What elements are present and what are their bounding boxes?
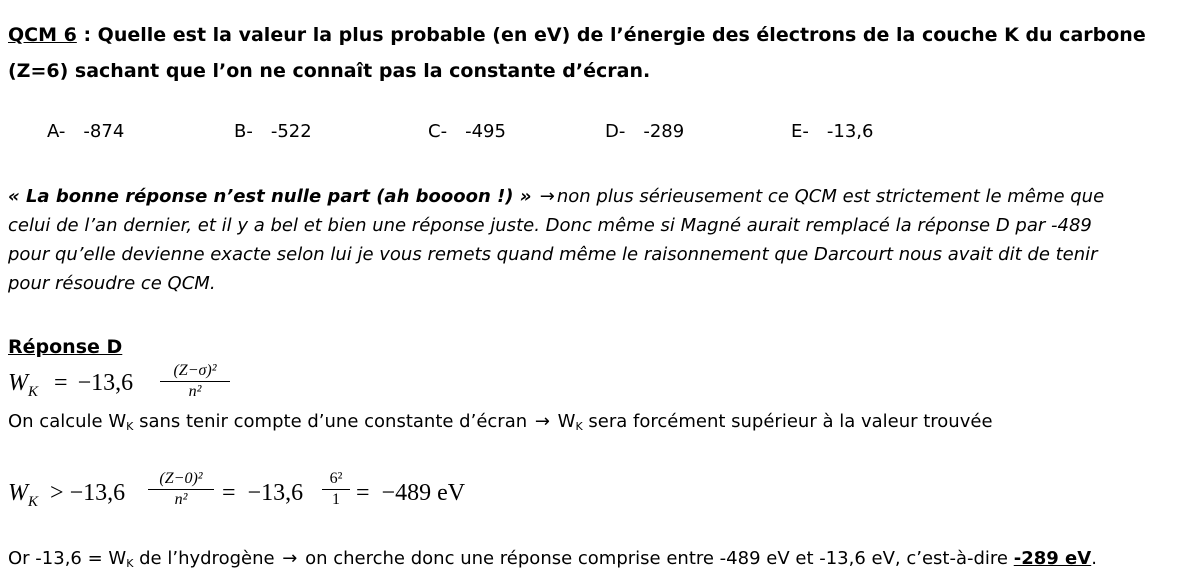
calc-sub: K	[126, 420, 134, 433]
formula-2-sub: K	[28, 493, 39, 510]
choice-letter: C-	[428, 121, 448, 142]
final-end: .	[1091, 548, 1097, 569]
formula-2-coef-1: −13,6	[69, 480, 126, 506]
formula-2-lhs	[8, 480, 125, 511]
question-label: QCM 6	[8, 24, 77, 46]
formula-1-fraction	[160, 362, 230, 401]
formula-1	[8, 370, 133, 401]
choice-value: -874	[83, 121, 125, 142]
formula-2-coef-2: −13,6	[247, 480, 304, 506]
fraction-bar	[148, 489, 214, 490]
choice-value: -495	[465, 121, 506, 142]
choice-b	[234, 121, 312, 142]
formula-2-eq-2: =	[356, 480, 370, 506]
formula-2-gt: >	[50, 480, 64, 506]
formula-2-result-value: −489 eV	[381, 480, 466, 506]
formula-1-coef: −13,6	[77, 370, 134, 396]
formula-1-sub: K	[28, 383, 39, 400]
choice-c	[428, 121, 506, 142]
formula-2-w: W	[8, 480, 28, 506]
comment-quote: « La bonne réponse n’est nulle part (ah boooon !) »	[8, 186, 538, 207]
calc-text-w: W	[551, 411, 576, 432]
comment-line-3: pour qu’elle devienne exacte selon lui je vous remets quand même le raisonnement que Darcourt nous avait dit de tenir	[8, 244, 1098, 265]
choice-d	[605, 121, 684, 142]
formula-2-denominator-2: 1	[332, 491, 340, 508]
choice-value: -13,6	[826, 121, 874, 142]
arrow-right-icon: →	[282, 548, 298, 569]
comment-line-1	[8, 186, 1104, 207]
formula-2-fraction-1	[148, 470, 214, 509]
fraction-bar	[160, 381, 230, 382]
formula-2-eq-1: =	[222, 480, 236, 506]
final-mid: de l’hydrogène	[133, 548, 281, 569]
formula-2-middle	[222, 480, 303, 507]
choice-value: -522	[270, 121, 312, 142]
formula-2-result	[356, 480, 465, 507]
choice-letter: A-	[47, 121, 66, 142]
final-start: Or -13,6 = W	[8, 548, 127, 569]
formula-1-denominator: n²	[188, 383, 202, 400]
question-line-1	[8, 24, 1146, 46]
choice-value: -289	[643, 121, 685, 142]
formula-2-fraction-2	[322, 470, 350, 509]
final-sub: K	[126, 557, 134, 570]
comment-line-2: celui de l’an dernier, et il y a bel et bien une réponse juste. Donc même si Magné aurait remplacé la réponse D par -489	[8, 215, 1092, 236]
final-answer: -289 eV	[1013, 548, 1092, 569]
choice-letter: B-	[234, 121, 253, 142]
comment-line-4: pour résoudre ce QCM.	[8, 273, 216, 294]
comment-line-1-rest: non plus sérieusement ce QCM est strictement le même que	[556, 186, 1105, 207]
formula-1-eq: =	[54, 370, 68, 396]
formula-2-numerator-1: (Z−0)²	[159, 470, 203, 487]
calc-sentence	[8, 411, 993, 433]
question-text-line-1: : Quelle est la valeur la plus probable (en eV) de l’énergie des électrons de la couche K du carbone	[76, 24, 1146, 46]
calc-text-mid: sans tenir compte d’une constante d’écran	[133, 411, 533, 432]
formula-1-w: W	[8, 370, 28, 396]
arrow-right-icon: →	[534, 411, 550, 432]
calc-text-end: sera forcément supérieur à la valeur trouvée	[582, 411, 993, 432]
choice-letter: D-	[605, 121, 626, 142]
final-sentence	[8, 548, 1097, 570]
fraction-bar	[322, 489, 350, 490]
formula-2-numerator-2: 6²	[329, 470, 343, 487]
choice-e	[791, 121, 873, 142]
final-text: on cherche donc une réponse comprise entre -489 eV et -13,6 eV, c’est-à-dire	[299, 548, 1014, 569]
formula-2-denominator-1: n²	[174, 491, 188, 508]
answer-title: Réponse D	[8, 336, 123, 358]
calc-sub-2: K	[575, 420, 583, 433]
choice-letter: E-	[791, 121, 809, 142]
formula-1-numerator: (Z−σ)²	[173, 362, 217, 379]
calc-text-start: On calcule W	[8, 411, 127, 432]
choice-a	[47, 121, 124, 142]
arrow-right-icon: →	[539, 186, 555, 207]
question-line-2: (Z=6) sachant que l’on ne connaît pas la constante d’écran.	[8, 60, 651, 82]
